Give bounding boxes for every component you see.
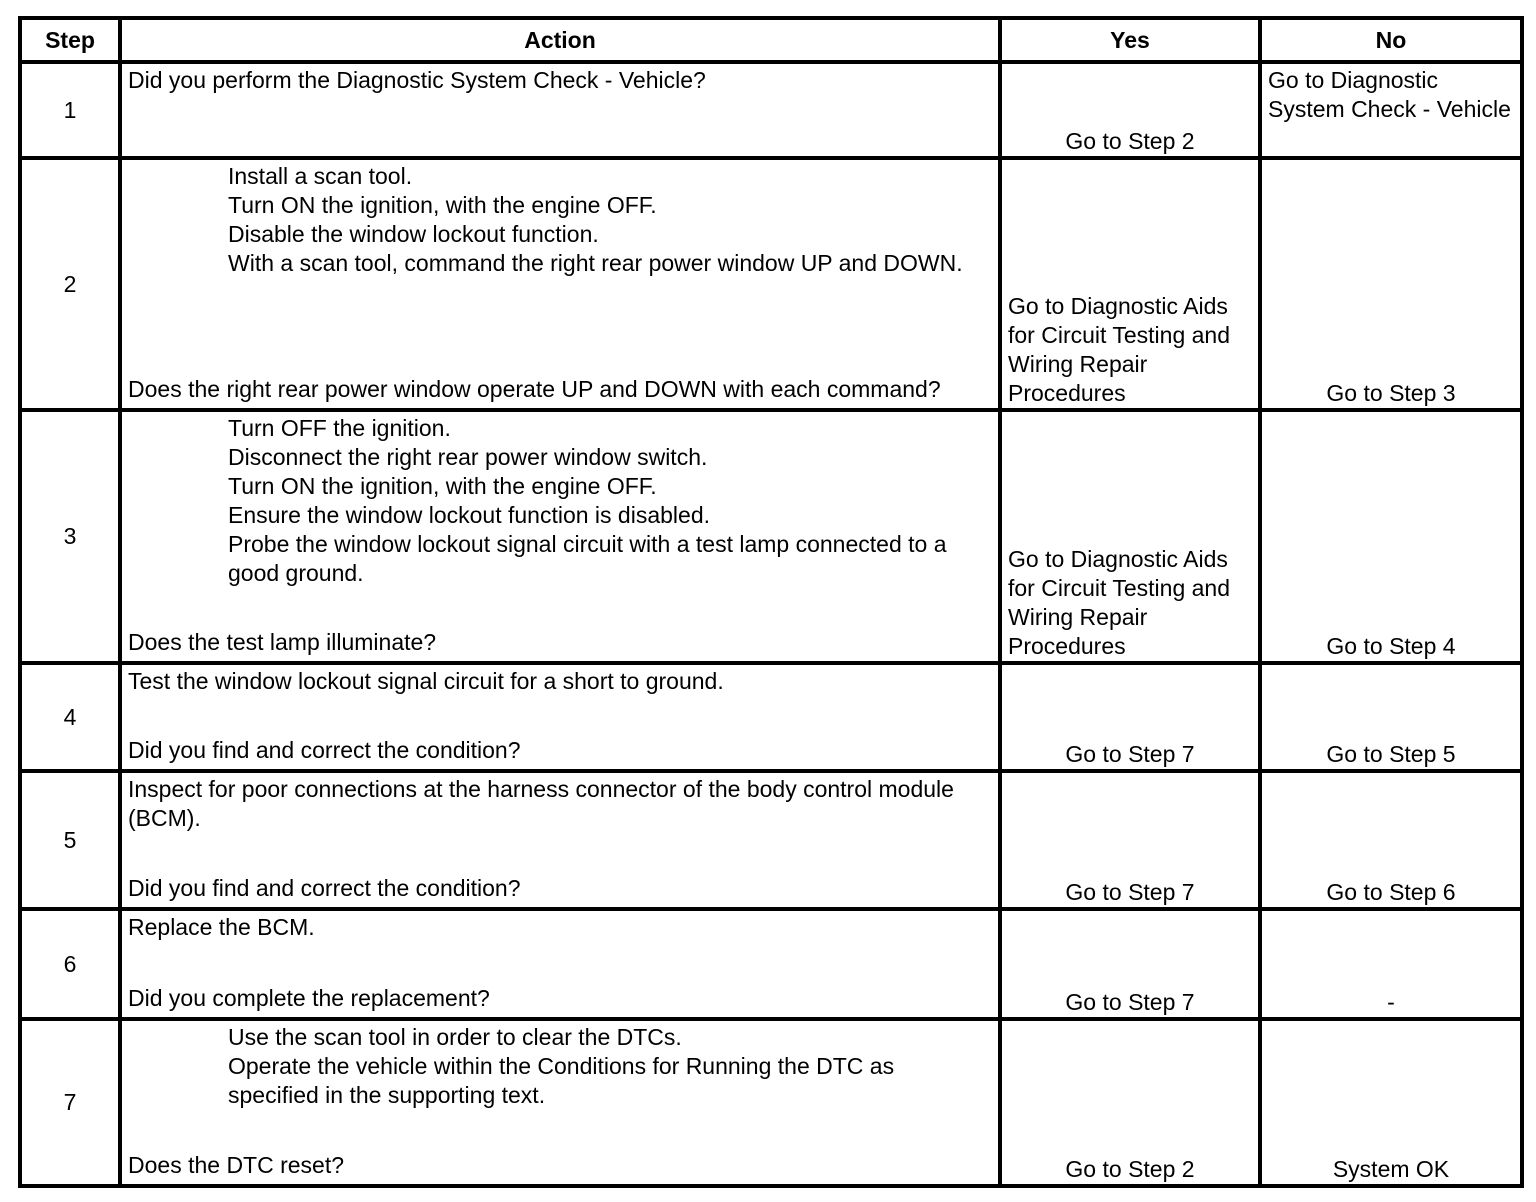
step-number: 6	[20, 909, 120, 1019]
table-row	[20, 909, 1522, 1019]
action-question: Did you complete the replacement?	[128, 985, 490, 1011]
action-question: Did you find and correct the condition?	[128, 737, 521, 763]
yes-outcome: Go to Step 2	[1000, 1019, 1260, 1186]
diagnostic-table	[18, 16, 1524, 1188]
action-instruction: Test the window lockout signal circuit for a short to ground.	[128, 668, 724, 694]
action-question: Does the right rear power window operate UP and DOWN with each command?	[128, 376, 941, 402]
action-step-list	[128, 414, 988, 588]
table-row	[20, 663, 1522, 771]
yes-header: Yes	[1000, 18, 1260, 62]
yes-outcome: Go to Step 7	[1000, 663, 1260, 771]
action-cell	[120, 663, 1000, 771]
header-row	[20, 18, 1522, 62]
action-step-item: Install a scan tool.	[228, 163, 413, 189]
yes-outcome: Go to Step 7	[1000, 909, 1260, 1019]
no-outcome: -	[1260, 909, 1522, 1019]
step-number: 5	[20, 771, 120, 909]
table-row	[20, 410, 1522, 663]
action-step-item: With a scan tool, command the right rear power window UP and DOWN.	[228, 250, 963, 276]
yes-outcome: Go to Diagnostic Aids for Circuit Testing and Wiring Repair Procedures	[1000, 410, 1260, 663]
action-content	[128, 1023, 988, 1180]
step-header: Step	[20, 18, 120, 62]
action-cell	[120, 771, 1000, 909]
action-cell	[120, 909, 1000, 1019]
action-step-item: Turn ON the ignition, with the engine OFF.	[228, 473, 657, 499]
action-question: Does the test lamp illuminate?	[128, 629, 437, 655]
action-step-item: Disable the window lockout function.	[228, 221, 599, 247]
action-step-item: Use the scan tool in order to clear the DTCs.	[228, 1024, 682, 1050]
table-row	[20, 1019, 1522, 1186]
action-content	[128, 414, 988, 657]
action-step-list	[128, 1023, 988, 1110]
table-row	[20, 771, 1522, 909]
action-step-item: Ensure the window lockout function is disabled.	[228, 502, 711, 528]
step-number: 2	[20, 158, 120, 410]
action-step-item: Turn OFF the ignition.	[228, 415, 451, 441]
no-outcome: Go to Diagnostic System Check - Vehicle	[1260, 62, 1522, 158]
action-instruction: Replace the BCM.	[128, 914, 315, 940]
action-step-item: Disconnect the right rear power window switch.	[228, 444, 708, 470]
action-cell	[120, 62, 1000, 158]
action-header: Action	[120, 18, 1000, 62]
no-header: No	[1260, 18, 1522, 62]
yes-outcome: Go to Diagnostic Aids for Circuit Testing and Wiring Repair Procedures	[1000, 158, 1260, 410]
action-content	[128, 775, 988, 903]
action-question: Did you find and correct the condition?	[128, 875, 521, 901]
action-content	[128, 66, 988, 152]
no-outcome: Go to Step 5	[1260, 663, 1522, 771]
action-step-item: Turn ON the ignition, with the engine OFF.	[228, 192, 657, 218]
action-content	[128, 913, 988, 1013]
table-row	[20, 158, 1522, 410]
step-number: 4	[20, 663, 120, 771]
step-number: 1	[20, 62, 120, 158]
action-question: Does the DTC reset?	[128, 1152, 345, 1178]
action-content	[128, 667, 988, 765]
action-step-list	[128, 162, 988, 278]
step-number: 3	[20, 410, 120, 663]
action-cell	[120, 410, 1000, 663]
yes-outcome: Go to Step 2	[1000, 62, 1260, 158]
action-content	[128, 162, 988, 404]
action-step-item: Probe the window lockout signal circuit with a test lamp connected to a good ground.	[228, 531, 947, 586]
no-outcome: Go to Step 4	[1260, 410, 1522, 663]
action-step-item: Operate the vehicle within the Conditions for Running the DTC as specified in the supporting text.	[228, 1053, 895, 1108]
step-number: 7	[20, 1019, 120, 1186]
no-outcome: Go to Step 6	[1260, 771, 1522, 909]
action-cell	[120, 1019, 1000, 1186]
table-row	[20, 62, 1522, 158]
action-cell	[120, 158, 1000, 410]
no-outcome: Go to Step 3	[1260, 158, 1522, 410]
no-outcome: System OK	[1260, 1019, 1522, 1186]
yes-outcome: Go to Step 7	[1000, 771, 1260, 909]
action-instruction: Inspect for poor connections at the harness connector of the body control module (BCM).	[128, 776, 954, 831]
action-instruction: Did you perform the Diagnostic System Check - Vehicle?	[128, 67, 706, 93]
